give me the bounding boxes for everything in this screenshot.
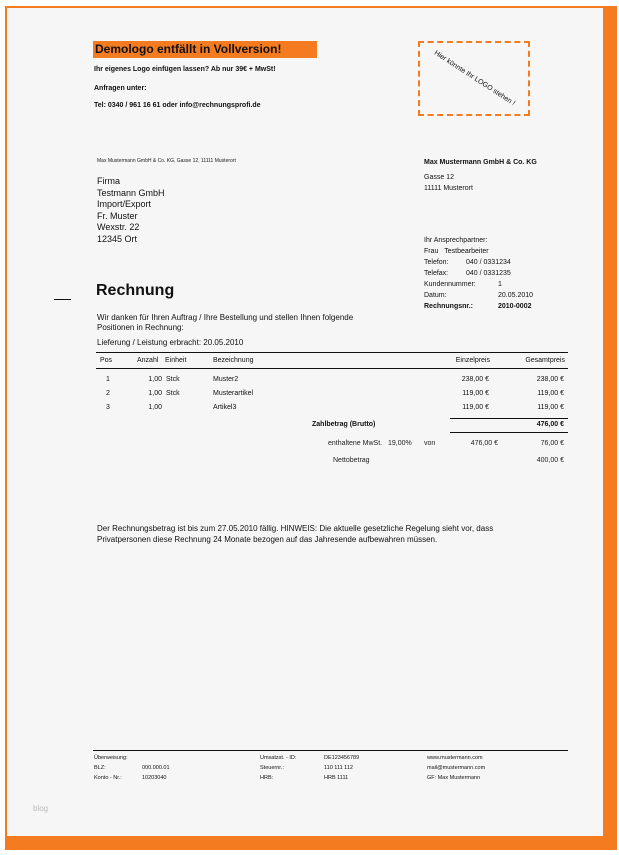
date-value: 20.05.2010 xyxy=(498,292,534,299)
fax-label: Telefax: xyxy=(424,270,449,277)
demo-banner: Demologo entfällt in Vollversion! xyxy=(93,41,317,58)
sender-line: Max Mustermann GmbH & Co. KG, Gasse 12, 11111 Musterort xyxy=(97,158,236,164)
recipient-line: Firma xyxy=(97,176,120,186)
sum-value: 476,00 € xyxy=(536,421,564,428)
row-price: 238,00 € xyxy=(461,376,489,383)
intro-line-2: Positionen in Rechnung: xyxy=(97,323,184,332)
row-desc: Musterartikel xyxy=(213,390,254,397)
row-total: 119,00 € xyxy=(537,390,564,397)
recipient-line: 12345 Ort xyxy=(97,233,138,244)
footer-tax xyxy=(260,753,359,783)
footer-ustid-value: DE123456789 xyxy=(324,755,360,761)
row-pos: 1 xyxy=(106,376,110,383)
row-total: 238,00 € xyxy=(536,376,564,383)
header-total: Gesamtpreis xyxy=(525,357,565,364)
vat-from: von xyxy=(424,440,436,447)
sum-top-rule xyxy=(450,418,568,419)
contact-line: Tel: 0340 / 961 16 61 oder info@rechnungsprofi.de xyxy=(94,102,261,109)
net-value: 400,00 € xyxy=(536,457,564,464)
sum-bottom-rule xyxy=(450,432,568,433)
row-unit: Stck xyxy=(166,376,180,383)
row-desc: Artikel3 xyxy=(213,404,237,411)
header-qty: Anzahl xyxy=(137,357,159,364)
footer-konto-label: Konto - Nr.: xyxy=(94,775,122,781)
header-pos: Pos xyxy=(100,357,113,364)
contact-block xyxy=(424,235,564,312)
row-qty: 1,00 xyxy=(148,390,162,397)
recipient-line: Import/Export xyxy=(97,199,152,209)
row-qty: 1,00 xyxy=(148,376,162,383)
footer-bank xyxy=(94,753,170,783)
closing-note xyxy=(97,523,567,545)
table-header-rule xyxy=(96,368,568,369)
footer-bank-label: Überweisung: xyxy=(94,755,128,761)
page-frame xyxy=(5,6,617,850)
row-pos: 2 xyxy=(106,390,110,397)
document-title: Rechnung xyxy=(96,282,175,299)
company-name: Max Mustermann GmbH & Co. KG xyxy=(424,159,537,166)
company-city: 11111 Musterort xyxy=(424,185,473,192)
vat-rate: 19,00% xyxy=(388,440,412,447)
vat-value: 76,00 € xyxy=(540,440,564,447)
recipient-line: Testmann GmbH xyxy=(97,187,165,198)
contact-heading: Ihr Ansprechpartner: xyxy=(424,237,488,244)
recipient-line: Wexstr. 22 xyxy=(97,222,140,232)
row-total: 119,00 € xyxy=(537,404,564,411)
header-unit: Einheit xyxy=(165,357,187,364)
footer-hrb-value: HRB 1111 xyxy=(324,775,349,781)
row-unit: Stck xyxy=(166,390,180,397)
table-top-rule xyxy=(96,352,568,353)
recipient-line: Fr. Muster xyxy=(97,210,138,221)
row-qty: 1,00 xyxy=(148,404,162,411)
intro-line-1: Wir danken für Ihren Auftrag / Ihre Bestellung und stellen Ihnen folgende xyxy=(97,313,354,322)
footer-rule xyxy=(93,750,568,751)
fold-mark xyxy=(54,299,71,300)
phone-value: 040 / 0331234 xyxy=(466,259,511,266)
header-desc: Bezeichnung xyxy=(213,357,254,364)
recipient-address xyxy=(97,176,165,245)
company-street: Gasse 12 xyxy=(424,174,454,181)
customer-value: 1 xyxy=(498,281,502,288)
footer-taxno-label: Steuernr.: xyxy=(260,765,284,771)
row-price: 119,00 € xyxy=(462,390,489,397)
contact-person: Testbearbeiter xyxy=(444,248,489,255)
watermark: blog xyxy=(33,804,49,813)
footer-blz-label: BLZ: xyxy=(94,765,106,771)
phone-label: Telefon: xyxy=(424,259,449,266)
footer-ceo: GF: Max Mustermann xyxy=(427,775,481,781)
header-price: Einzelpreis xyxy=(455,357,490,364)
footer-taxno-value: 110 111 112 xyxy=(324,765,353,771)
logo-offer: Ihr eigenes Logo einfügen lassen? Ab nur 39€ + MwSt! xyxy=(94,66,276,73)
row-pos: 3 xyxy=(106,404,110,411)
footer-ustid-label: Umsatzst. - ID: xyxy=(260,755,297,761)
vat-label: enthaltene MwSt. xyxy=(328,440,383,447)
customer-label: Kundennummer: xyxy=(424,281,476,288)
row-desc: Muster2 xyxy=(213,376,239,383)
date-label: Datum: xyxy=(424,292,447,299)
row-price: 119,00 € xyxy=(462,404,489,411)
sum-label: Zahlbetrag (Brutto) xyxy=(312,421,376,428)
fax-value: 040 / 0331235 xyxy=(466,270,511,277)
footer-web xyxy=(427,753,485,783)
footer-konto-value: 10203040 xyxy=(142,775,167,781)
footer-blz-value: 000.000.01 xyxy=(142,765,170,771)
delivery-line: Lieferung / Leistung erbracht: 20.05.2010 xyxy=(97,338,244,347)
logo-placeholder-text: Hier könnte Ihr LOGO stehen ! xyxy=(432,49,516,108)
contact-salutation: Frau xyxy=(424,248,439,255)
invoice-value: 2010-0002 xyxy=(498,303,532,310)
requests-label: Anfragen unter: xyxy=(94,85,147,92)
footer-website: www.mustermann.com xyxy=(427,755,483,761)
net-label: Nettobetrag xyxy=(333,457,370,464)
footer-email: mail@mustermann.com xyxy=(427,765,486,771)
closing-line-2: Privatpersonen diese Rechnung 24 Monate bezogen auf das Jahresende aufbewahren müssen. xyxy=(97,535,438,544)
invoice-label: Rechnungsnr.: xyxy=(424,303,474,310)
footer-hrb-label: HRB: xyxy=(260,775,274,781)
closing-line-1: Der Rechnungsbetrag ist bis zum 27.05.2010 fällig. HINWEIS: Die aktuelle gesetzliche Regelung sieht vor, dass xyxy=(97,524,494,533)
vat-base: 476,00 € xyxy=(470,440,498,447)
